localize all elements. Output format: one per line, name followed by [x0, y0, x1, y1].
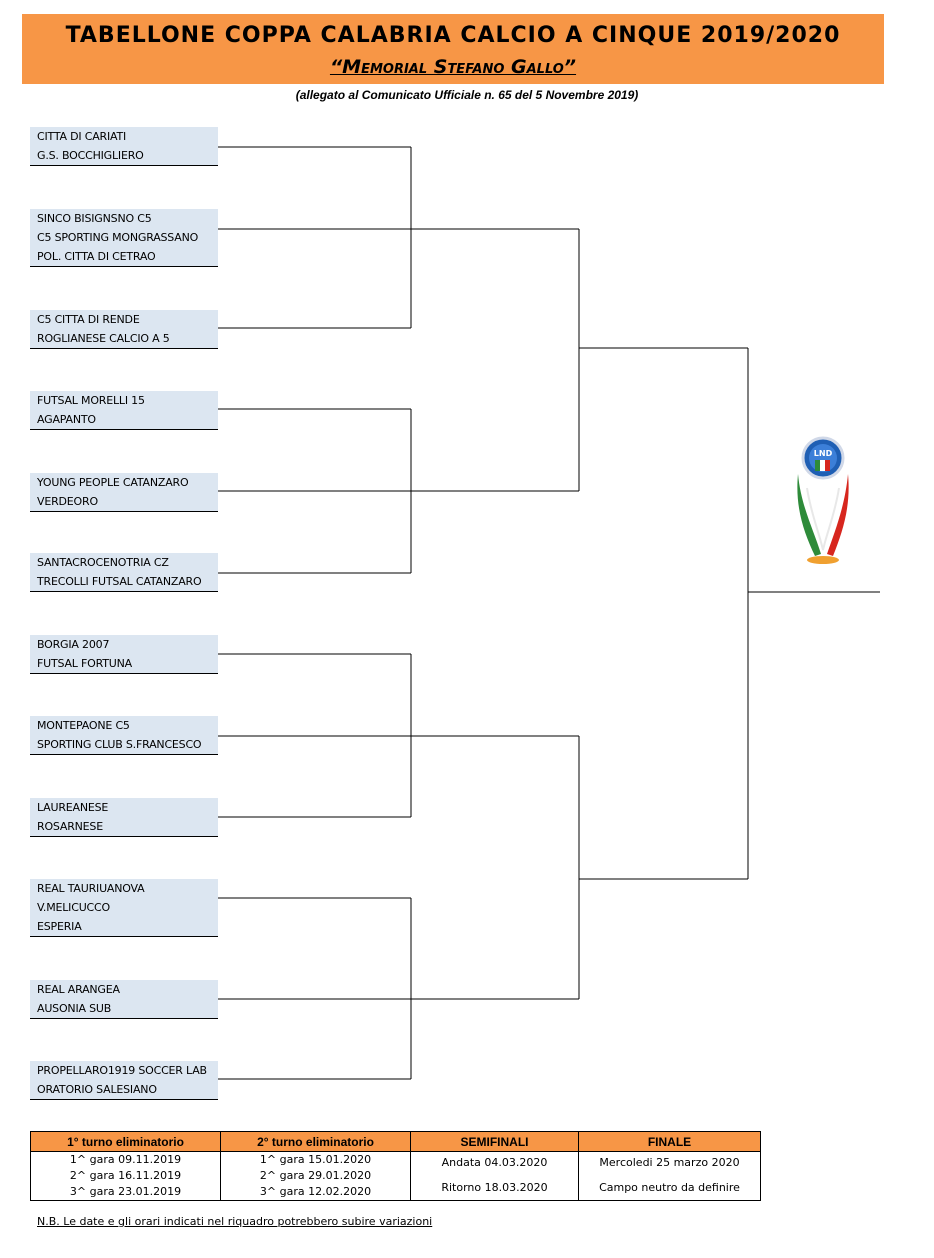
footnote: N.B. Le date e gli orari indicati nel riquadro potrebbero subire variazioni: [37, 1215, 433, 1228]
page-subtitle: “Memorial Stefano Gallo”: [329, 56, 577, 78]
trophy-icon: [793, 436, 853, 566]
team-name: REAL TAURIUANOVA: [37, 882, 145, 895]
team-name: AGAPANTO: [37, 413, 96, 426]
round2-date: 1^ gara 15.01.2020: [259, 1153, 372, 1166]
team-name: C5 SPORTING MONGRASSANO: [37, 231, 199, 244]
team-name: REAL ARANGEA: [37, 983, 120, 996]
team-name: C5 CITTA DI RENDE: [37, 313, 140, 326]
header-finale: FINALE: [579, 1132, 761, 1152]
semifinali-dates: [411, 1152, 579, 1201]
round1-date: 2^ gara 16.11.2019: [69, 1169, 182, 1182]
team-group: [30, 1061, 218, 1100]
team-group: [30, 310, 218, 349]
team-name: FUTSAL FORTUNA: [37, 657, 132, 670]
team-group: [30, 879, 218, 937]
team-name: TRECOLLI FUTSAL CATANZARO: [37, 575, 202, 588]
semifinal-date: Andata 04.03.2020: [441, 1156, 548, 1169]
team-name: VERDEORO: [37, 495, 98, 508]
team-name: SANTACROCENOTRIA CZ: [37, 556, 169, 569]
team-name: PROPELLARO1919 SOCCER LAB: [37, 1064, 207, 1077]
schedule-table: [30, 1131, 761, 1201]
team-name: G.S. BOCCHIGLIERO: [37, 149, 144, 162]
lnd-badge-text: LND: [813, 449, 833, 458]
team-name: ROSARNESE: [37, 820, 103, 833]
team-group: [30, 635, 218, 674]
attachment-note: (allegato al Comunicato Ufficiale n. 65 del 5 Novembre 2019): [295, 88, 639, 102]
team-name: BORGIA 2007: [37, 638, 110, 651]
team-name: ESPERIA: [37, 920, 82, 933]
round1-date: 1^ gara 09.11.2019: [69, 1153, 182, 1166]
header-semifinali: SEMIFINALI: [411, 1132, 579, 1152]
team-group: [30, 716, 218, 755]
team-group: [30, 473, 218, 512]
round2-dates: [221, 1152, 411, 1201]
round2-date: 2^ gara 29.01.2020: [259, 1169, 372, 1182]
team-name: AUSONIA SUB: [37, 1002, 112, 1015]
team-name: SPORTING CLUB S.FRANCESCO: [37, 738, 202, 751]
final-date: Mercoledi 25 marzo 2020: [599, 1156, 740, 1169]
team-group: [30, 209, 218, 267]
team-group: [30, 553, 218, 592]
team-name: MONTEPAONE C5: [37, 719, 130, 732]
semifinal-date: Ritorno 18.03.2020: [441, 1181, 548, 1194]
team-group: [30, 798, 218, 837]
header-round2: 2° turno eliminatorio: [221, 1132, 411, 1152]
team-name: V.MELICUCCO: [37, 901, 110, 914]
round1-dates: [31, 1152, 221, 1201]
page-title: TABELLONE COPPA CALABRIA CALCIO A CINQUE 2019/2020: [65, 23, 841, 48]
team-group: [30, 127, 218, 166]
finale-info: [579, 1152, 761, 1201]
round1-date: 3^ gara 23.01.2019: [69, 1185, 182, 1198]
team-name: POL. CITTA DI CETRAO: [37, 250, 156, 263]
team-name: SINCO BISIGNSNO C5: [37, 212, 152, 225]
header-round1: 1° turno eliminatorio: [31, 1132, 221, 1152]
team-group: [30, 980, 218, 1019]
team-name: LAUREANESE: [37, 801, 109, 814]
team-name: FUTSAL MORELLI 15: [37, 394, 145, 407]
team-name: CITTA DI CARIATI: [37, 130, 127, 143]
team-group: [30, 391, 218, 430]
final-venue: Campo neutro da definire: [599, 1181, 740, 1194]
round2-date: 3^ gara 12.02.2020: [259, 1185, 372, 1198]
team-name: YOUNG PEOPLE CATANZARO: [37, 476, 189, 489]
team-name: ROGLIANESE CALCIO A 5: [37, 332, 170, 345]
team-name: ORATORIO SALESIANO: [37, 1083, 157, 1096]
